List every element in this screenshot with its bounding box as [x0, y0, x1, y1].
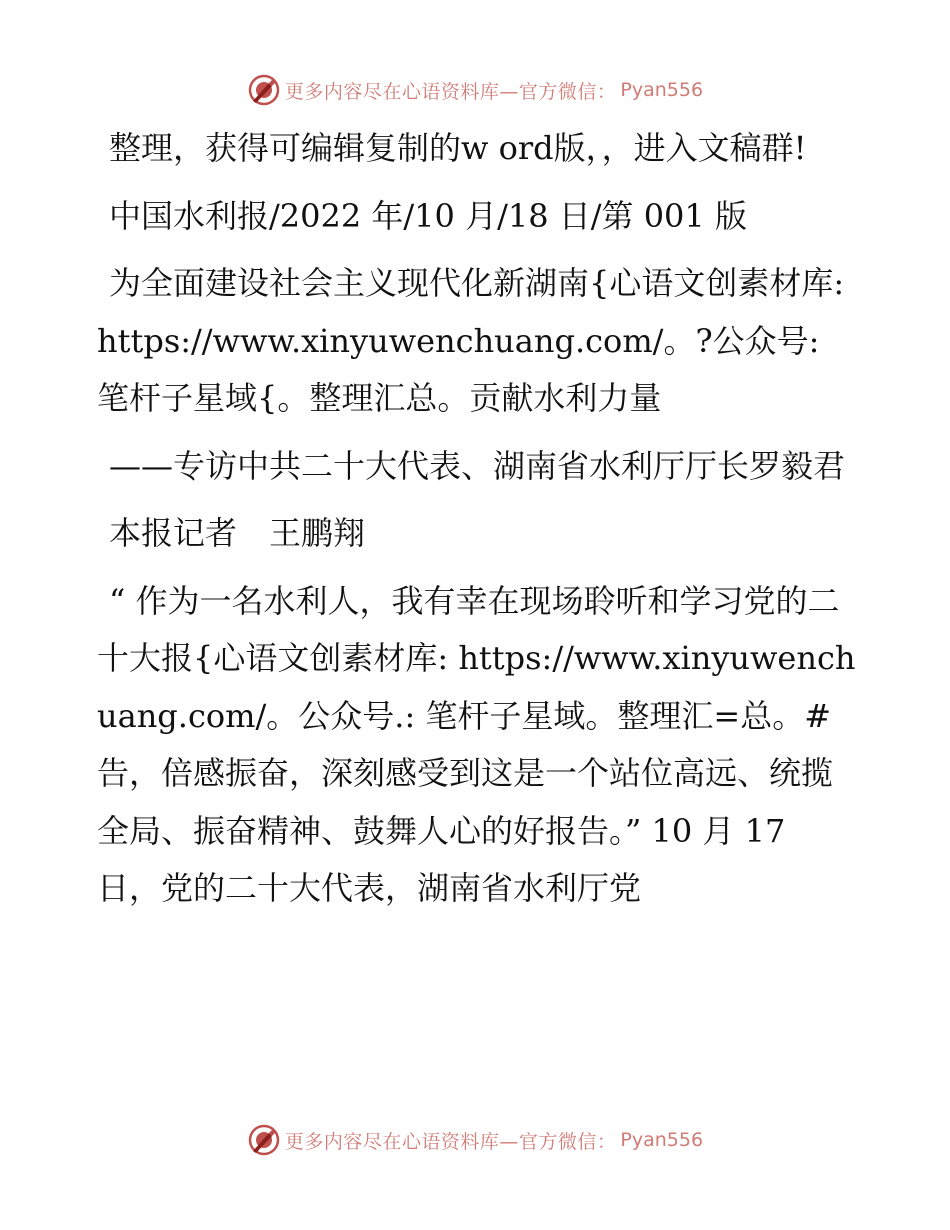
banner-text: 更多内容尽在心语资料库—官方微信：	[284, 1130, 617, 1153]
article-paragraph: “ 作为一名水利人，我有幸在现场聆听和学习党的二十大报{心语文创素材库: https://www.xinyuwenchuang.com/。公众号.: 笔杆子星域。整理汇=总。#告，倍感振奋，深刻感受到这是一个站位高远、统揽全局、振奋精神、鼓舞人心的好报告。” 10 月 17 日，党的二十大代表，湖南省水利厅党	[97, 581, 856, 907]
pen-logo-icon	[247, 73, 281, 107]
footer-watermark-banner	[0, 1120, 950, 1160]
banner-wechat-id: Pyan556	[620, 1129, 704, 1151]
article-byline: 本报记者 王鹏翔	[109, 514, 366, 552]
header-watermark-banner	[0, 70, 950, 110]
document-body	[97, 120, 857, 928]
article-title: 为全面建设社会主义现代化新湖南{心语文创素材库: https://www.xinyuwenchuang.com/。?公众号: 笔杆子星域{。整理汇总。贡献水利力量	[97, 264, 855, 417]
paragraph-intro: 整理，获得可编辑复制的w ord版，，进入文稿群!	[109, 129, 807, 167]
banner-text: 更多内容尽在心语资料库—官方微信：	[284, 80, 617, 103]
paragraph-source: 中国水利报/2022 年/10 月/18 日/第 001 版	[109, 196, 747, 235]
article-subtitle: ——专访中共二十大代表、湖南省水利厅厅长罗毅君	[109, 446, 846, 485]
pen-logo-icon	[247, 1123, 281, 1157]
banner-wechat-id: Pyan556	[620, 79, 704, 101]
